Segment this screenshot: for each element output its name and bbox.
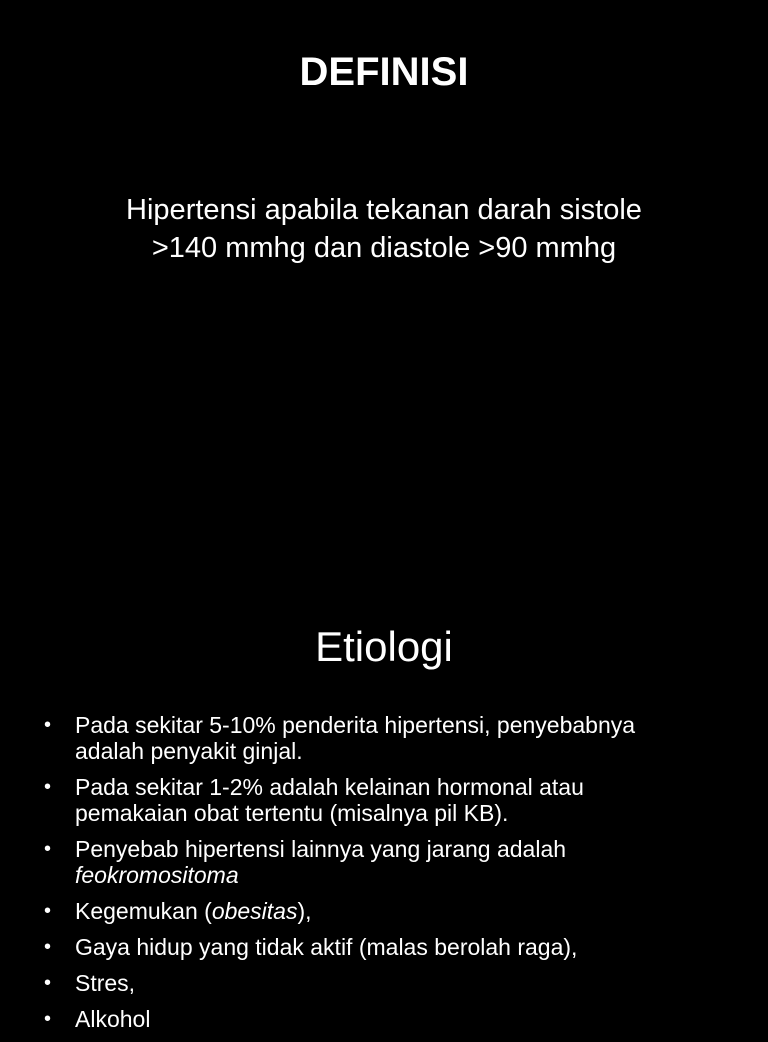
bullet-line: Penyebab hipertensi lainnya yang jarang adalah [75,836,567,862]
slide-title-definisi: DEFINISI [299,50,469,94]
bullet-icon: • [44,776,52,798]
bullet-line [75,898,728,924]
slide-etiologi [0,512,768,1032]
slide-definisi [0,0,768,512]
bullet-item-stres [0,970,768,996]
definition-line-2: >140 mmhg dan diastole >90 mmhg [151,232,617,264]
definition-text [60,191,708,267]
bullet-item-kegemukan [0,898,768,924]
bullet-line: Pada sekitar 1-2% adalah kelainan hormonal atau [75,774,584,800]
bullet-icon: • [44,972,52,994]
bullet-item-feokromositoma [0,836,768,888]
bullet-line: pemakaian obat tertentu (misalnya pil KB). [75,800,509,826]
definition-line-1: Hipertensi apabila tekanan darah sistole [126,194,642,226]
bullet-line: Stres, [75,970,136,996]
bullet-icon: • [44,900,52,922]
bullet-icon: • [44,936,52,958]
bullet-icon: • [44,1008,52,1030]
bullet-item-gaya-hidup [0,934,768,960]
bullet-icon: • [44,714,52,736]
slide-title-etiologi: Etiologi [315,623,453,670]
bullet-text-italic: obesitas [211,898,298,924]
bullet-line: Gaya hidup yang tidak aktif (malas berolah raga), [75,934,578,960]
bullet-line: Pada sekitar 5-10% penderita hipertensi, penyebabnya [75,712,636,738]
bullet-line-italic: feokromositoma [75,862,239,888]
bullet-item-alkohol [0,1006,768,1032]
bullet-icon: • [44,838,52,860]
bullet-text-before: Kegemukan ( [75,898,212,924]
bullet-item-ginjal [0,712,768,764]
bullet-line: adalah penyakit ginjal. [75,738,303,764]
bullet-item-hormonal [0,774,768,826]
etiologi-bullet-list [0,712,768,1042]
bullet-line: Alkohol [75,1006,151,1032]
bullet-text-after: ), [297,898,312,924]
